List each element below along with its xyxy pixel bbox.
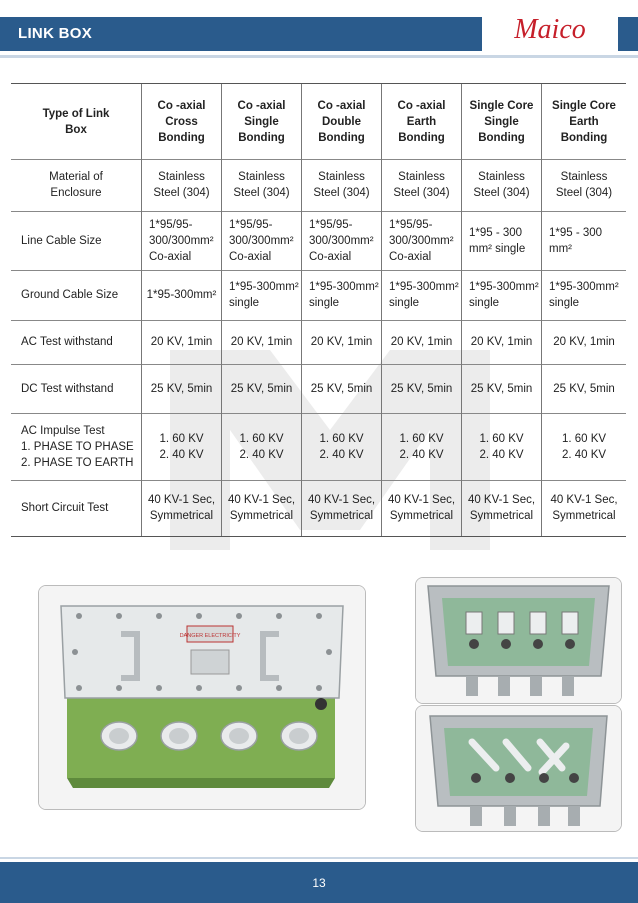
cell-text: 25 KV, 5min bbox=[390, 382, 453, 395]
column-header bbox=[461, 84, 541, 159]
cell-text: 40 KV-1 Sec, Symmetrical bbox=[387, 494, 456, 522]
table-cell bbox=[461, 159, 541, 211]
table-cell bbox=[381, 270, 461, 320]
table-row bbox=[11, 159, 626, 212]
table-cell bbox=[301, 480, 381, 536]
row-label bbox=[11, 159, 141, 211]
table-header-row bbox=[11, 84, 626, 160]
cell-text: Stainless Steel (304) bbox=[313, 171, 370, 199]
page-number: 13 bbox=[312, 876, 326, 890]
cell-text: 25 KV, 5min bbox=[553, 382, 615, 395]
table-cell bbox=[541, 211, 626, 270]
table-cell bbox=[381, 364, 461, 413]
cell-text: 1*95-300mm² bbox=[146, 289, 217, 301]
cell-text: Type of Link Box bbox=[42, 107, 110, 136]
cell-text: 1*95/95- 300/300mm² Co-axial bbox=[389, 218, 454, 263]
table-cell bbox=[141, 320, 221, 364]
table-cell bbox=[381, 211, 461, 270]
column-header bbox=[141, 84, 221, 159]
page-header bbox=[0, 0, 638, 62]
table-cell bbox=[381, 320, 461, 364]
table-cell bbox=[141, 413, 221, 480]
table-cell bbox=[541, 480, 626, 536]
page-title: LINK BOX bbox=[18, 25, 93, 42]
table-cell bbox=[461, 364, 541, 413]
cell-text: 1*95/95- 300/300mm² Co-axial bbox=[229, 218, 294, 263]
link-box-open-photo-2 bbox=[415, 705, 622, 832]
cell-text: 1*95-300mm² single bbox=[309, 281, 379, 309]
cell-text: 1*95/95- 300/300mm² Co-axial bbox=[149, 218, 214, 263]
danger-plate-text: DANGER ELECTRICITY bbox=[179, 633, 241, 639]
cell-text: 40 KV-1 Sec, Symmetrical bbox=[147, 494, 216, 522]
cell-text: 20 KV, 1min bbox=[310, 336, 373, 348]
cell-text: 1*95 - 300 mm² single bbox=[469, 226, 526, 255]
cell-text: 1*95-300mm² single bbox=[549, 281, 619, 309]
cell-text: 1. 60 KV 2. 40 KV bbox=[561, 432, 607, 461]
cell-text: Co -axial Single Bonding bbox=[237, 99, 286, 144]
cell-text: Co -axial Earth Bonding bbox=[397, 99, 446, 144]
cell-text: Line Cable Size bbox=[21, 234, 102, 247]
table-row bbox=[11, 270, 626, 321]
table-cell bbox=[541, 320, 626, 364]
table-cell bbox=[541, 364, 626, 413]
footer-stripe bbox=[0, 857, 638, 859]
table-cell bbox=[381, 413, 461, 480]
table-cell bbox=[301, 211, 381, 270]
table-cell bbox=[301, 413, 381, 480]
table-cell bbox=[221, 364, 301, 413]
cell-text: 20 KV, 1min bbox=[230, 336, 293, 348]
cell-text: 1. 60 KV 2. 40 KV bbox=[479, 432, 524, 461]
table-cell bbox=[221, 480, 301, 536]
cell-text: 20 KV, 1min bbox=[390, 336, 453, 348]
table-row bbox=[11, 413, 626, 481]
table-row bbox=[11, 211, 626, 271]
row-label bbox=[11, 270, 141, 320]
cell-text: 40 KV-1 Sec, Symmetrical bbox=[227, 494, 296, 522]
cell-text: Ground Cable Size bbox=[21, 289, 119, 301]
table-cell bbox=[381, 480, 461, 536]
page-footer bbox=[0, 862, 638, 903]
logo-text: Maico bbox=[514, 14, 586, 45]
table-cell bbox=[141, 211, 221, 270]
table-cell bbox=[301, 270, 381, 320]
cell-text: 1*95/95- 300/300mm² Co-axial bbox=[309, 218, 374, 263]
table-cell bbox=[541, 159, 626, 211]
table-cell bbox=[221, 320, 301, 364]
cell-text: Stainless Steel (304) bbox=[153, 171, 210, 199]
cell-text: Material of Enclosure bbox=[49, 171, 103, 199]
cell-text: 25 KV, 5min bbox=[470, 382, 533, 395]
table-cell bbox=[461, 413, 541, 480]
cell-text: 20 KV, 1min bbox=[470, 336, 533, 348]
table-row bbox=[11, 480, 626, 536]
cell-text: Co -axial Double Bonding bbox=[317, 99, 366, 144]
table-cell bbox=[221, 270, 301, 320]
table-cell bbox=[301, 320, 381, 364]
cell-text: Stainless Steel (304) bbox=[473, 171, 530, 199]
cell-text: AC Test withstand bbox=[21, 336, 113, 348]
row-label bbox=[11, 211, 141, 270]
spec-table bbox=[11, 83, 626, 537]
table-cell bbox=[141, 159, 221, 211]
table-cell bbox=[461, 480, 541, 536]
cell-text: Co -axial Cross Bonding bbox=[157, 99, 206, 144]
column-header bbox=[221, 84, 301, 159]
table-cell bbox=[221, 211, 301, 270]
cell-text: 1*95-300mm² single bbox=[469, 281, 539, 309]
table-cell bbox=[301, 159, 381, 211]
table-cell bbox=[141, 480, 221, 536]
cell-text: 20 KV, 1min bbox=[150, 336, 213, 348]
cell-text: 1*95-300mm² single bbox=[229, 281, 299, 309]
column-header bbox=[301, 84, 381, 159]
column-header bbox=[381, 84, 461, 159]
table-row bbox=[11, 364, 626, 414]
header-stripe bbox=[0, 55, 638, 58]
cell-text: 40 KV-1 Sec, Symmetrical bbox=[467, 494, 536, 522]
cell-text: 25 KV, 5min bbox=[150, 382, 213, 395]
cell-text: Stainless Steel (304) bbox=[233, 171, 290, 199]
column-header bbox=[541, 84, 626, 159]
logo bbox=[482, 10, 618, 54]
table-cell bbox=[461, 320, 541, 364]
cell-text: DC Test withstand bbox=[21, 382, 114, 395]
row-label bbox=[11, 480, 141, 536]
table-cell bbox=[141, 270, 221, 320]
table-cell bbox=[541, 413, 626, 480]
table-cell bbox=[221, 159, 301, 211]
cell-text: 1*95-300mm² single bbox=[389, 281, 459, 309]
cell-text: 1. 60 KV 2. 40 KV bbox=[319, 432, 364, 461]
cell-text: 40 KV-1 Sec, Symmetrical bbox=[307, 494, 376, 522]
table-cell bbox=[461, 211, 541, 270]
row-label bbox=[11, 364, 141, 413]
cell-text: 1. 60 KV 2. 40 KV bbox=[399, 432, 444, 461]
cell-text: 20 KV, 1min bbox=[553, 336, 615, 348]
cell-text: Short Circuit Test bbox=[21, 502, 109, 514]
table-cell bbox=[381, 159, 461, 211]
cell-text: AC Impulse Test 1. PHASE TO PHASE 2. PHASE TO EARTH bbox=[21, 424, 134, 469]
cell-text: 25 KV, 5min bbox=[230, 382, 293, 395]
cell-text: Single Core Single Bonding bbox=[469, 99, 534, 144]
cell-text: 1*95 - 300 mm² bbox=[549, 226, 603, 255]
cell-text: 1. 60 KV 2. 40 KV bbox=[159, 432, 204, 461]
cell-text: 1. 60 KV 2. 40 KV bbox=[239, 432, 284, 461]
table-cell bbox=[221, 413, 301, 480]
table-cell bbox=[461, 270, 541, 320]
cell-text: Single Core Earth Bonding bbox=[552, 99, 616, 144]
row-label bbox=[11, 320, 141, 364]
column-header-label bbox=[11, 84, 141, 159]
link-box-closed-photo bbox=[38, 585, 366, 810]
table-row bbox=[11, 320, 626, 365]
cell-text: Stainless Steel (304) bbox=[393, 171, 450, 199]
table-cell bbox=[141, 364, 221, 413]
table-cell bbox=[301, 364, 381, 413]
row-label bbox=[11, 413, 141, 480]
cell-text: 25 KV, 5min bbox=[310, 382, 373, 395]
link-box-open-photo-1 bbox=[415, 577, 622, 704]
table-cell bbox=[541, 270, 626, 320]
cell-text: 40 KV-1 Sec, Symmetrical bbox=[550, 494, 618, 522]
cell-text: Stainless Steel (304) bbox=[555, 171, 613, 199]
